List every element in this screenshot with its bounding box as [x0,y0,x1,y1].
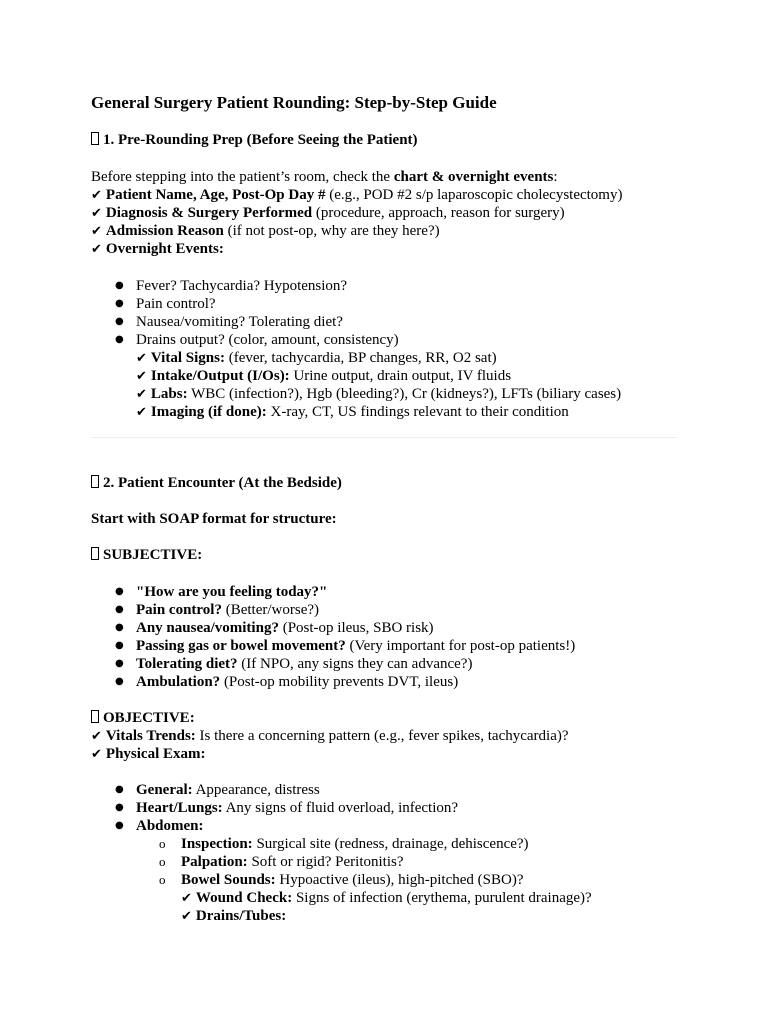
bullet-icon: ● [115,658,124,669]
check-item: ✔ Imaging (if done): X-ray, CT, US findings relevant to their condition [136,404,569,420]
bullet-icon: ● [115,802,124,813]
page-title: General Surgery Patient Rounding: Step-by-Step Guide [91,93,497,112]
list-item: ● Nausea/vomiting? Tolerating diet? [115,314,343,330]
checkmark-icon: ✔ [91,206,102,221]
section1-intro: Before stepping into the patient’s room, check the chart & overnight events: [91,169,558,185]
circle-bullet-icon: o [159,872,166,887]
check-item: ✔ Patient Name, Age, Post-Op Day # (e.g., POD #2 s/p laparoscopic cholecystectomy) [91,187,623,203]
check-item: ✔ Intake/Output (I/Os): Urine output, drain output, IV fluids [136,368,512,384]
check-item: ✔ Overnight Events: [91,241,224,257]
list-item: ● Heart/Lungs: Any signs of fluid overload, infection? [115,800,459,816]
check-item: ✔ Labs: WBC (infection?), Hgb (bleeding?), Cr (kidneys?), LFTs (biliary cases) [136,386,622,402]
check-item: ✔ Drains/Tubes: [181,908,287,924]
bullet-icon: ● [115,280,124,291]
check-item: ✔ Wound Check: Signs of infection (erythema, purulent drainage)? [181,890,592,906]
check-item: ✔ Admission Reason (if not post-op, why are they here?) [91,223,440,239]
objective-heading: OBJECTIVE: [91,709,195,727]
divider [91,437,677,438]
subjective-heading: SUBJECTIVE: [91,547,202,564]
bullet-icon: ● [115,334,124,345]
section1-heading: 1. Pre-Rounding Prep (Before Seeing the Patient) [91,132,418,149]
checkmark-icon: ✔ [136,387,147,402]
bullet-icon: ● [115,316,124,327]
check-item: ✔ Physical Exam: [91,746,206,762]
list-item: ● "How are you feeling today?" [115,584,328,600]
check-item: ✔ Diagnosis & Surgery Performed (procedure, approach, reason for surgery) [91,205,565,221]
list-item: ● General: Appearance, distress [115,782,320,798]
list-item: ● Pain control? (Better/worse?) [115,602,320,618]
checkbox-icon [91,710,99,723]
checkmark-icon: ✔ [91,242,102,257]
list-item: ● Fever? Tachycardia? Hypotension? [115,278,348,294]
soap-heading: Start with SOAP format for structure: [91,511,337,527]
checkmark-icon: ✔ [91,224,102,239]
checkmark-icon: ✔ [136,351,147,366]
list-item: ● Ambulation? (Post-op mobility prevents DVT, ileus) [115,674,459,690]
checkmark-icon: ✔ [136,369,147,384]
bullet-icon: ● [115,820,124,831]
list-item: ● Any nausea/vomiting? (Post-op ileus, SBO risk) [115,620,434,636]
list-item: ● Pain control? [115,296,216,312]
check-item: ✔ Vitals Trends: Is there a concerning pattern (e.g., fever spikes, tachycardia)? [91,728,569,744]
bullet-icon: ● [115,640,124,651]
list-item: ● Passing gas or bowel movement? (Very important for post-op patients!) [115,638,576,654]
checkmark-icon: ✔ [91,747,102,762]
circle-bullet-icon: o [159,854,166,869]
section2-heading: 2. Patient Encounter (At the Bedside) [91,475,342,492]
list-item: ● Abdomen: [115,818,204,834]
check-item: ✔ Vital Signs: (fever, tachycardia, BP changes, RR, O2 sat) [136,350,497,366]
bullet-icon: ● [115,586,124,597]
bullet-icon: ● [115,676,124,687]
checkmark-icon: ✔ [181,891,192,906]
bullet-icon: ● [115,604,124,615]
list-item: o Inspection: Surgical site (redness, drainage, dehiscence?) [159,836,529,852]
checkmark-icon: ✔ [91,729,102,744]
bullet-icon: ● [115,298,124,309]
checkbox-icon [91,547,99,560]
checkbox-icon [91,132,99,145]
list-item: o Bowel Sounds: Hypoactive (ileus), high-pitched (SBO)? [159,872,524,888]
bullet-icon: ● [115,784,124,795]
checkbox-icon [91,475,99,488]
list-item: o Palpation: Soft or rigid? Peritonitis? [159,854,404,870]
bullet-icon: ● [115,622,124,633]
circle-bullet-icon: o [159,836,166,851]
checkmark-icon: ✔ [91,188,102,203]
checkmark-icon: ✔ [181,909,192,924]
list-item: ● Drains output? (color, amount, consistency) [115,332,399,348]
list-item: ● Tolerating diet? (If NPO, any signs they can advance?) [115,656,473,672]
checkmark-icon: ✔ [136,405,147,420]
